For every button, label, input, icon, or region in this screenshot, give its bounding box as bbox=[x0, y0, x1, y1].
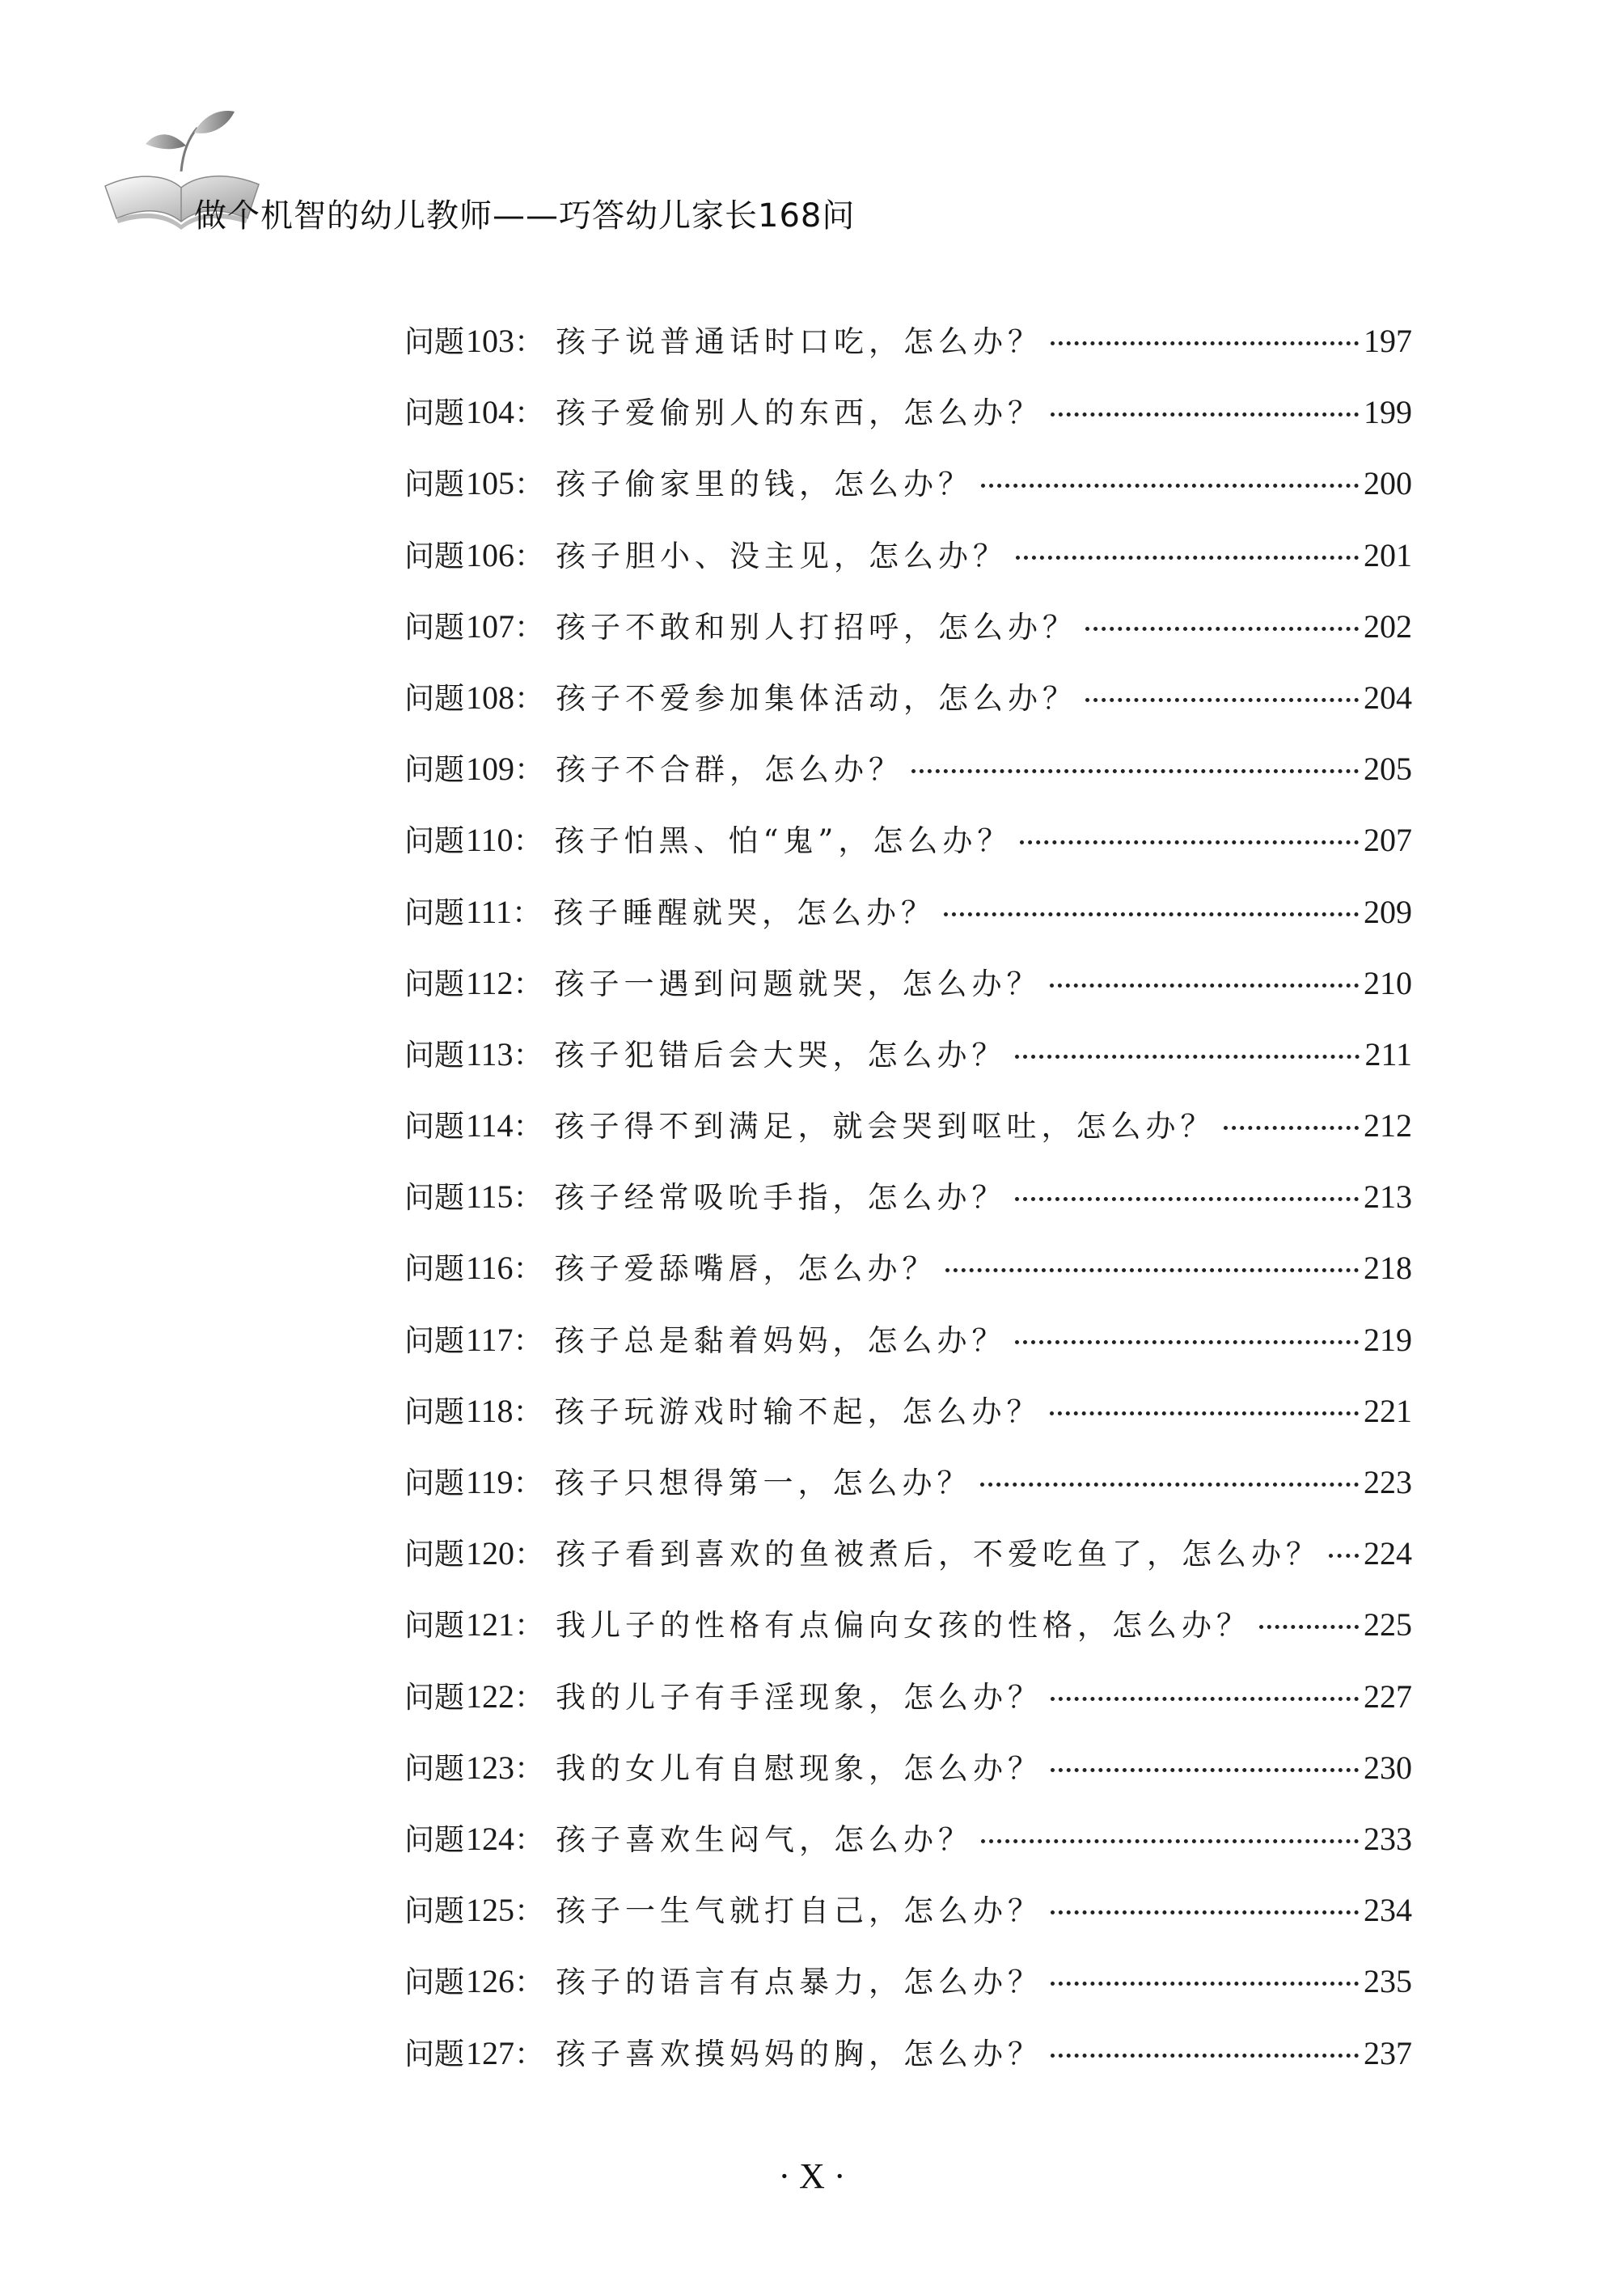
toc-entry-page: 221 bbox=[1364, 1392, 1412, 1429]
toc-entry-page: 199 bbox=[1364, 394, 1412, 431]
toc-entry bbox=[404, 959, 1412, 1030]
dot-leader bbox=[1051, 1977, 1359, 1986]
toc-entry bbox=[404, 1102, 1412, 1173]
toc-entry-label: 问题 bbox=[404, 396, 464, 431]
dot-leader bbox=[944, 907, 1359, 916]
dot-leader bbox=[1015, 1192, 1359, 1201]
toc-entry bbox=[404, 1529, 1412, 1601]
toc-entry bbox=[404, 603, 1412, 674]
toc-entry-label: 问题 bbox=[404, 1394, 464, 1429]
toc-entry-number: 107 bbox=[466, 607, 514, 645]
toc-entry-colon: ： bbox=[514, 1750, 544, 1786]
toc-entry-label: 问题 bbox=[404, 966, 464, 1001]
toc-entry-number: 120 bbox=[466, 1535, 514, 1572]
toc-entry bbox=[404, 888, 1412, 959]
toc-entry bbox=[404, 531, 1412, 603]
toc-entry bbox=[404, 1316, 1412, 1387]
toc-entry-colon: ： bbox=[513, 1251, 543, 1287]
toc-entry-title: 我的儿子有手淫现象，怎么办？ bbox=[556, 1679, 1042, 1715]
toc-entry-label: 问题 bbox=[404, 538, 464, 573]
toc-entry-colon: ： bbox=[513, 1037, 543, 1072]
dot-leader bbox=[1085, 693, 1359, 702]
dot-leader bbox=[981, 479, 1359, 488]
toc-entry bbox=[404, 317, 1412, 388]
toc-entry-colon: ： bbox=[514, 609, 544, 645]
toc-entry bbox=[404, 1458, 1412, 1529]
toc-entry-title: 孩子偷家里的钱，怎么办？ bbox=[556, 467, 973, 502]
toc-entry-label: 问题 bbox=[404, 1965, 464, 2000]
toc-entry-number: 116 bbox=[466, 1250, 514, 1287]
toc-entry-title: 孩子说普通话时口吃，怎么办？ bbox=[556, 324, 1042, 359]
toc-entry bbox=[404, 1744, 1412, 1815]
toc-entry-number: 105 bbox=[466, 465, 514, 502]
dot-leader bbox=[1259, 1620, 1359, 1629]
toc-entry-page: 209 bbox=[1364, 893, 1412, 930]
toc-entry-number: 125 bbox=[466, 1892, 514, 1929]
toc-entry bbox=[404, 1601, 1412, 1672]
toc-entry-number: 124 bbox=[466, 1820, 514, 1857]
toc-entry-colon: ： bbox=[513, 1466, 543, 1500]
toc-entry-label: 问题 bbox=[404, 2036, 464, 2071]
page-number: · X · bbox=[778, 2156, 846, 2196]
toc-entry-number: 111 bbox=[466, 893, 513, 930]
dot-leader bbox=[1050, 979, 1359, 988]
dot-leader bbox=[1020, 836, 1359, 844]
dot-leader bbox=[945, 1263, 1359, 1272]
toc-entry-label: 问题 bbox=[404, 823, 464, 859]
dot-leader bbox=[1015, 1335, 1359, 1344]
toc-entry bbox=[404, 1673, 1412, 1744]
toc-entry-title: 孩子睡醒就哭，怎么办？ bbox=[553, 895, 937, 930]
toc-entry-number: 103 bbox=[466, 323, 514, 359]
toc-entry-page: 200 bbox=[1364, 465, 1412, 502]
dot-leader bbox=[1050, 1407, 1359, 1415]
dot-leader bbox=[1051, 2049, 1359, 2058]
toc-entry-number: 114 bbox=[466, 1107, 514, 1144]
toc-entry-page: 224 bbox=[1364, 1535, 1412, 1572]
toc-entry-title: 孩子玩游戏时输不起，怎么办？ bbox=[554, 1394, 1042, 1429]
toc-entry-colon: ： bbox=[514, 1537, 544, 1572]
toc-entry-colon: ： bbox=[513, 966, 543, 1001]
toc-entry-label: 问题 bbox=[404, 1537, 464, 1572]
toc-entry-page: 230 bbox=[1364, 1749, 1412, 1786]
toc-entry-number: 126 bbox=[466, 1963, 514, 2000]
toc-entry-colon: ： bbox=[514, 1893, 544, 1929]
toc-entry-title: 孩子总是黏着妈妈，怎么办？ bbox=[554, 1322, 1007, 1358]
toc-entry-number: 122 bbox=[466, 1677, 514, 1715]
toc-entry bbox=[404, 816, 1412, 887]
toc-entry bbox=[404, 388, 1412, 459]
toc-entry-colon: ： bbox=[514, 1608, 544, 1644]
table-of-contents bbox=[404, 317, 1412, 2101]
toc-entry-page: 205 bbox=[1364, 751, 1412, 788]
toc-entry-title: 孩子不敢和别人打招呼，怎么办？ bbox=[556, 609, 1077, 645]
toc-entry-title: 孩子只想得第一，怎么办？ bbox=[554, 1466, 972, 1500]
toc-entry bbox=[404, 459, 1412, 531]
toc-entry-colon: ： bbox=[513, 823, 543, 859]
dot-leader bbox=[1051, 1692, 1359, 1701]
toc-entry bbox=[404, 1387, 1412, 1458]
toc-entry bbox=[404, 1886, 1412, 1957]
dot-leader bbox=[1224, 1121, 1359, 1130]
toc-entry-page: 237 bbox=[1364, 2034, 1412, 2071]
toc-entry-colon: ： bbox=[514, 467, 544, 502]
book-title: 做个机智的幼儿教师——巧答幼儿家长168问 bbox=[194, 197, 856, 235]
toc-entry bbox=[404, 1173, 1412, 1244]
toc-entry-label: 问题 bbox=[404, 1180, 464, 1216]
toc-entry-page: 225 bbox=[1364, 1606, 1412, 1644]
toc-entry-label: 问题 bbox=[404, 1608, 464, 1644]
toc-entry-title: 孩子经常吸吮手指，怎么办？ bbox=[554, 1180, 1007, 1216]
toc-entry-number: 104 bbox=[466, 394, 514, 431]
toc-entry-colon: ： bbox=[513, 1322, 543, 1358]
toc-entry-page: 235 bbox=[1364, 1963, 1412, 2000]
toc-entry-label: 问题 bbox=[404, 609, 464, 645]
toc-entry bbox=[404, 745, 1412, 816]
toc-entry bbox=[404, 2029, 1412, 2101]
dot-leader bbox=[980, 1478, 1359, 1487]
dot-leader bbox=[1051, 408, 1359, 417]
toc-entry-page: 201 bbox=[1364, 536, 1412, 573]
toc-entry-label: 问题 bbox=[404, 1750, 464, 1786]
toc-entry-colon: ： bbox=[513, 1394, 543, 1429]
toc-entry-title: 孩子得不到满足，就会哭到呕吐，怎么办？ bbox=[554, 1109, 1216, 1144]
toc-entry-label: 问题 bbox=[404, 467, 464, 502]
toc-entry-page: 211 bbox=[1364, 1035, 1412, 1072]
toc-entry-number: 123 bbox=[466, 1749, 514, 1786]
toc-entry-colon: ： bbox=[512, 895, 543, 930]
toc-entry-page: 223 bbox=[1364, 1464, 1412, 1500]
toc-entry-number: 110 bbox=[466, 822, 514, 859]
toc-entry-title: 我的女儿有自慰现象，怎么办？ bbox=[556, 1750, 1042, 1786]
toc-entry-colon: ： bbox=[513, 1109, 543, 1144]
toc-entry-page: 207 bbox=[1364, 822, 1412, 859]
toc-entry-colon: ： bbox=[514, 1679, 544, 1715]
toc-entry-title: 孩子的语言有点暴力，怎么办？ bbox=[556, 1965, 1042, 2000]
dot-leader bbox=[1051, 336, 1359, 345]
toc-entry bbox=[404, 1957, 1412, 2029]
toc-entry-label: 问题 bbox=[404, 1679, 464, 1715]
toc-entry-number: 117 bbox=[466, 1321, 514, 1358]
toc-entry-page: 233 bbox=[1364, 1820, 1412, 1857]
toc-entry-number: 106 bbox=[466, 536, 514, 573]
toc-entry-page: 213 bbox=[1364, 1178, 1412, 1216]
toc-entry-colon: ： bbox=[514, 538, 544, 573]
dot-leader bbox=[1051, 1763, 1359, 1772]
toc-entry-colon: ： bbox=[514, 324, 544, 359]
toc-entry-colon: ： bbox=[514, 752, 544, 788]
toc-entry-page: 212 bbox=[1364, 1107, 1412, 1144]
toc-entry-title: 孩子一生气就打自己，怎么办？ bbox=[556, 1893, 1042, 1929]
toc-entry-number: 108 bbox=[466, 679, 514, 716]
toc-entry-page: 218 bbox=[1364, 1250, 1412, 1287]
toc-entry-label: 问题 bbox=[404, 752, 464, 788]
toc-entry-title: 孩子喜欢生闷气，怎么办？ bbox=[556, 1821, 973, 1857]
toc-entry-number: 112 bbox=[466, 964, 514, 1001]
toc-entry-title: 孩子看到喜欢的鱼被煮后，不爱吃鱼了，怎么办？ bbox=[556, 1537, 1321, 1572]
dot-leader bbox=[1015, 1050, 1360, 1059]
toc-entry-label: 问题 bbox=[404, 680, 464, 716]
toc-entry-colon: ： bbox=[514, 1821, 544, 1857]
toc-entry-title: 孩子喜欢摸妈妈的胸，怎么办？ bbox=[556, 2036, 1042, 2071]
toc-entry-page: 234 bbox=[1364, 1892, 1412, 1929]
dot-leader bbox=[1051, 1906, 1359, 1914]
dot-leader bbox=[1329, 1549, 1359, 1558]
toc-entry-label: 问题 bbox=[404, 1037, 464, 1072]
toc-entry-title: 孩子不爱参加集体活动，怎么办？ bbox=[556, 680, 1077, 716]
dot-leader bbox=[1016, 551, 1359, 560]
toc-entry-colon: ： bbox=[513, 1180, 543, 1216]
running-header bbox=[97, 97, 987, 235]
toc-entry bbox=[404, 1815, 1412, 1886]
toc-entry-colon: ： bbox=[514, 1965, 544, 2000]
toc-entry-title: 孩子爱舔嘴唇，怎么办？ bbox=[554, 1251, 937, 1287]
toc-entry-number: 119 bbox=[466, 1464, 514, 1500]
toc-entry-title: 孩子不合群，怎么办？ bbox=[556, 752, 903, 788]
toc-entry bbox=[404, 1030, 1412, 1102]
toc-entry-label: 问题 bbox=[404, 1109, 464, 1144]
toc-entry-page: 202 bbox=[1364, 607, 1412, 645]
toc-entry-number: 115 bbox=[466, 1178, 514, 1216]
toc-entry-number: 109 bbox=[466, 751, 514, 788]
toc-entry-number: 127 bbox=[466, 2034, 514, 2071]
toc-entry-label: 问题 bbox=[404, 1466, 464, 1500]
toc-entry-number: 118 bbox=[466, 1392, 514, 1429]
dot-leader bbox=[981, 1834, 1359, 1843]
toc-entry-colon: ： bbox=[514, 680, 544, 716]
toc-entry-label: 问题 bbox=[404, 1322, 464, 1358]
toc-entry-colon: ： bbox=[514, 396, 544, 431]
toc-entry bbox=[404, 674, 1412, 745]
toc-entry-colon: ： bbox=[514, 2036, 544, 2071]
toc-entry-page: 227 bbox=[1364, 1677, 1412, 1715]
toc-entry-title: 孩子爱偷别人的东西，怎么办？ bbox=[556, 396, 1042, 431]
toc-entry-number: 121 bbox=[466, 1606, 514, 1644]
toc-entry-title: 孩子怕黑、怕“鬼”，怎么办？ bbox=[554, 823, 1013, 859]
toc-entry-title: 孩子一遇到问题就哭，怎么办？ bbox=[554, 966, 1042, 1001]
toc-entry-title: 我儿子的性格有点偏向女孩的性格，怎么办？ bbox=[556, 1608, 1251, 1644]
toc-entry-number: 113 bbox=[466, 1035, 514, 1072]
toc-entry-label: 问题 bbox=[404, 1821, 464, 1857]
toc-entry-label: 问题 bbox=[404, 1893, 464, 1929]
toc-entry-page: 197 bbox=[1364, 323, 1412, 359]
toc-entry-label: 问题 bbox=[404, 324, 464, 359]
toc-entry-label: 问题 bbox=[404, 895, 464, 930]
toc-entry-title: 孩子胆小、没主见，怎么办？ bbox=[556, 538, 1008, 573]
toc-entry-page: 210 bbox=[1364, 964, 1412, 1001]
dot-leader bbox=[1085, 622, 1359, 631]
toc-entry-label: 问题 bbox=[404, 1251, 464, 1287]
dot-leader bbox=[911, 764, 1359, 773]
toc-entry bbox=[404, 1244, 1412, 1315]
toc-entry-page: 219 bbox=[1364, 1321, 1412, 1358]
toc-entry-title: 孩子犯错后会大哭，怎么办？ bbox=[554, 1037, 1007, 1072]
toc-entry-page: 204 bbox=[1364, 679, 1412, 716]
